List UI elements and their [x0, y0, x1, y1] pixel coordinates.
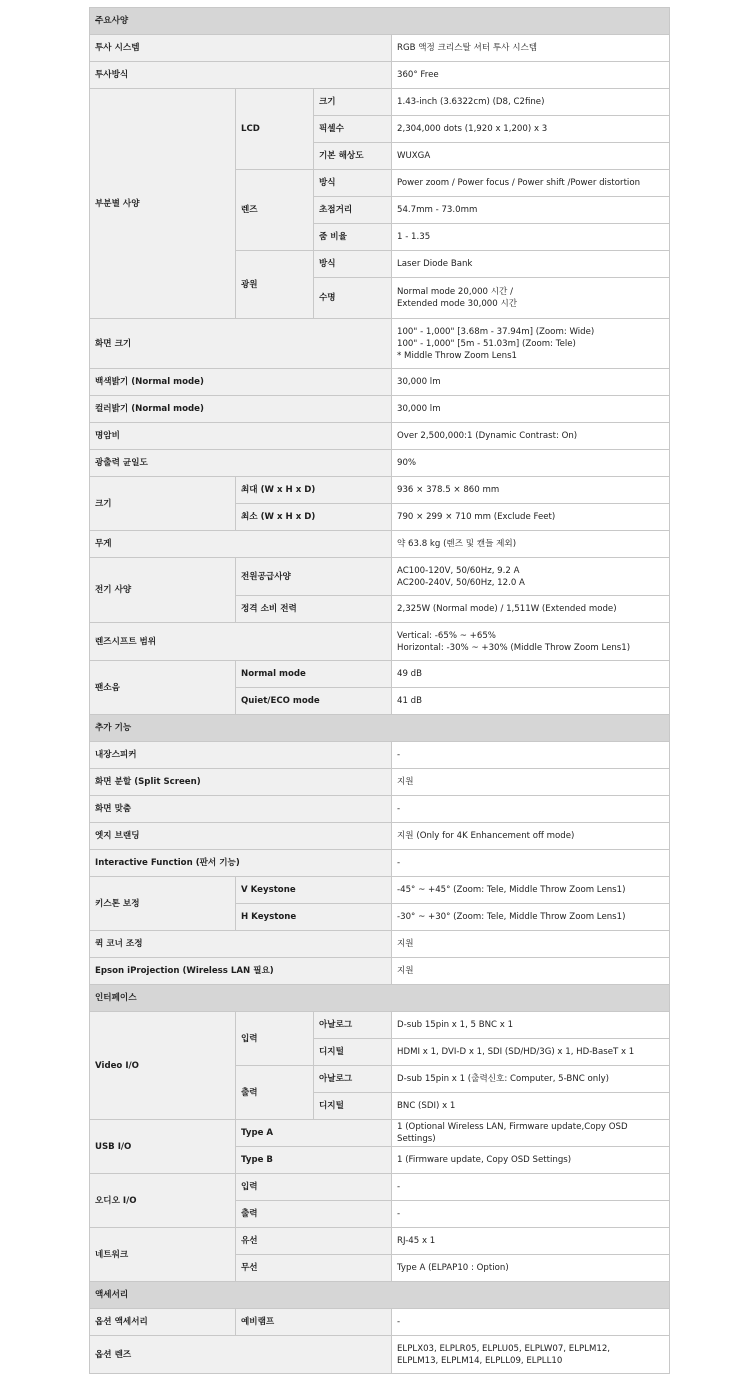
- group-label: 부분별 사양: [90, 89, 236, 319]
- row-value: HDMI x 1, DVI-D x 1, SDI (SD/HD/3G) x 1, HD-BaseT x 1: [392, 1039, 670, 1066]
- row-label: 출력: [236, 1201, 392, 1228]
- row-value: 지원: [392, 769, 670, 796]
- row-label: 디지털: [314, 1039, 392, 1066]
- row-label: 아날로그: [314, 1066, 392, 1093]
- row-label: 무선: [236, 1255, 392, 1282]
- row-value: -30° ~ +30° (Zoom: Tele, Middle Throw Zoom Lens1): [392, 904, 670, 931]
- row-label: Epson iProjection (Wireless LAN 필요): [90, 958, 392, 985]
- row-value: 지원: [392, 958, 670, 985]
- row-label: 입력: [236, 1174, 392, 1201]
- table-row: [90, 450, 670, 477]
- row-value: 1 (Firmware update, Copy OSD Settings): [392, 1147, 670, 1174]
- row-value: 2,325W (Normal mode) / 1,511W (Extended mode): [392, 596, 670, 623]
- row-label: 화면 맞춤: [90, 796, 392, 823]
- table-row: [90, 823, 670, 850]
- row-label: 전원공급사양: [236, 558, 392, 596]
- row-label: Type B: [236, 1147, 392, 1174]
- row-label: 백색밝기 (Normal mode): [90, 369, 392, 396]
- row-value: 1 - 1.35: [392, 224, 670, 251]
- row-value: -: [392, 1201, 670, 1228]
- group-label: USB I/O: [90, 1120, 236, 1174]
- table-row: [90, 742, 670, 769]
- row-value: 약 63.8 kg (렌즈 및 캔들 제외): [392, 531, 670, 558]
- table-row: [90, 1309, 670, 1336]
- row-value: 지원: [392, 931, 670, 958]
- row-value: -: [392, 1309, 670, 1336]
- row-value: D-sub 15pin x 1 (출력신호: Computer, 5-BNC only): [392, 1066, 670, 1093]
- table-row: [90, 1120, 670, 1147]
- row-sublabel: 예비램프: [236, 1309, 392, 1336]
- row-label: 화면 크기: [90, 319, 392, 369]
- row-value: 100" - 1,000" [3.68m - 37.94m] (Zoom: Wide) 100" - 1,000" [5m - 51.03m] (Zoom: Tele) * Middle Throw Zoom Lens1: [392, 319, 670, 369]
- table-row: [90, 477, 670, 504]
- row-label: 디지털: [314, 1093, 392, 1120]
- row-label: 정격 소비 전력: [236, 596, 392, 623]
- row-value: AC100-120V, 50/60Hz, 9.2 A AC200-240V, 50/60Hz, 12.0 A: [392, 558, 670, 596]
- row-value: -: [392, 742, 670, 769]
- row-label: 렌즈시프트 범위: [90, 623, 392, 661]
- row-label: 내장스피커: [90, 742, 392, 769]
- section-title: 주요사양: [90, 8, 670, 35]
- row-value: 49 dB: [392, 661, 670, 688]
- row-value: -: [392, 850, 670, 877]
- section-main-spec: [90, 8, 670, 35]
- row-label: Quiet/ECO mode: [236, 688, 392, 715]
- row-label: Normal mode: [236, 661, 392, 688]
- row-label: 최대 (W x H x D): [236, 477, 392, 504]
- row-value: Over 2,500,000:1 (Dynamic Contrast: On): [392, 423, 670, 450]
- row-value: 90%: [392, 450, 670, 477]
- table-row: [90, 1174, 670, 1201]
- group-label: 오디오 I/O: [90, 1174, 236, 1228]
- spec-table: [89, 7, 670, 1374]
- row-value: BNC (SDI) x 1: [392, 1093, 670, 1120]
- row-label: 광출력 균일도: [90, 450, 392, 477]
- row-value: 30,000 lm: [392, 396, 670, 423]
- subgroup-label: 입력: [236, 1012, 314, 1066]
- table-row: [90, 661, 670, 688]
- row-label: 옵션 렌즈: [90, 1336, 392, 1374]
- row-label: Type A: [236, 1120, 392, 1147]
- table-row: [90, 423, 670, 450]
- row-value: 2,304,000 dots (1,920 x 1,200) x 3: [392, 116, 670, 143]
- subgroup-label: 광원: [236, 251, 314, 319]
- row-label: 엣지 브랜딩: [90, 823, 392, 850]
- row-label: 최소 (W x H x D): [236, 504, 392, 531]
- subgroup-label: LCD: [236, 89, 314, 170]
- row-value: Type A (ELPAP10 : Option): [392, 1255, 670, 1282]
- row-value: WUXGA: [392, 143, 670, 170]
- row-label: 유선: [236, 1228, 392, 1255]
- row-value: 360° Free: [392, 62, 670, 89]
- table-row: [90, 319, 670, 369]
- table-row: [90, 35, 670, 62]
- row-value: -45° ~ +45° (Zoom: Tele, Middle Throw Zoom Lens1): [392, 877, 670, 904]
- row-value: 1 (Optional Wireless LAN, Firmware update,Copy OSD Settings): [392, 1120, 670, 1147]
- group-label: 전기 사양: [90, 558, 236, 623]
- row-value: Vertical: -65% ~ +65% Horizontal: -30% ~ +30% (Middle Throw Zoom Lens1): [392, 623, 670, 661]
- table-row: [90, 531, 670, 558]
- group-label: 네트워크: [90, 1228, 236, 1282]
- row-value: 54.7mm - 73.0mm: [392, 197, 670, 224]
- table-row: [90, 369, 670, 396]
- table-row: [90, 558, 670, 596]
- row-value: Laser Diode Bank: [392, 251, 670, 278]
- row-label: 픽셀수: [314, 116, 392, 143]
- row-value: 30,000 lm: [392, 369, 670, 396]
- row-value: 지원 (Only for 4K Enhancement off mode): [392, 823, 670, 850]
- row-value: 936 × 378.5 × 860 mm: [392, 477, 670, 504]
- subgroup-label: 렌즈: [236, 170, 314, 251]
- table-row: [90, 1228, 670, 1255]
- row-label: 방식: [314, 170, 392, 197]
- table-row: [90, 877, 670, 904]
- section-interface: [90, 985, 670, 1012]
- row-value: Power zoom / Power focus / Power shift /Power distortion: [392, 170, 670, 197]
- table-row: [90, 769, 670, 796]
- section-features: [90, 715, 670, 742]
- subgroup-label: 출력: [236, 1066, 314, 1120]
- row-label: Interactive Function (판서 기능): [90, 850, 392, 877]
- row-value: 790 × 299 × 710 mm (Exclude Feet): [392, 504, 670, 531]
- section-title: 액세서리: [90, 1282, 670, 1309]
- row-value: 1.43-inch (3.6322cm) (D8, C2fine): [392, 89, 670, 116]
- table-row: [90, 958, 670, 985]
- row-label: 명암비: [90, 423, 392, 450]
- row-label: 옵션 액세서리: [90, 1309, 236, 1336]
- table-row: [90, 931, 670, 958]
- row-value: RGB 액정 크리스탈 셔터 투사 시스템: [392, 35, 670, 62]
- table-row: [90, 796, 670, 823]
- row-label: 컬러밝기 (Normal mode): [90, 396, 392, 423]
- table-row: [90, 62, 670, 89]
- section-accessories: [90, 1282, 670, 1309]
- row-label: 무게: [90, 531, 392, 558]
- row-label: 줌 비율: [314, 224, 392, 251]
- table-row: [90, 623, 670, 661]
- row-label: 투사 시스템: [90, 35, 392, 62]
- row-label: 화면 분할 (Split Screen): [90, 769, 392, 796]
- table-row: [90, 396, 670, 423]
- group-label: 팬소음: [90, 661, 236, 715]
- row-value: -: [392, 1174, 670, 1201]
- table-row: [90, 1012, 670, 1039]
- row-label: V Keystone: [236, 877, 392, 904]
- table-row: [90, 1336, 670, 1374]
- row-value: D-sub 15pin x 1, 5 BNC x 1: [392, 1012, 670, 1039]
- row-value: 41 dB: [392, 688, 670, 715]
- row-label: 퀵 코너 조정: [90, 931, 392, 958]
- row-label: 기본 해상도: [314, 143, 392, 170]
- row-label: 아날로그: [314, 1012, 392, 1039]
- row-value: -: [392, 796, 670, 823]
- row-label: H Keystone: [236, 904, 392, 931]
- group-label: 키스톤 보정: [90, 877, 236, 931]
- group-label: 크기: [90, 477, 236, 531]
- table-row: [90, 850, 670, 877]
- row-value: RJ-45 x 1: [392, 1228, 670, 1255]
- section-title: 추가 기능: [90, 715, 670, 742]
- row-value: Normal mode 20,000 시간 / Extended mode 30,000 시간: [392, 278, 670, 319]
- row-label: 초점거리: [314, 197, 392, 224]
- row-label: 방식: [314, 251, 392, 278]
- group-label: Video I/O: [90, 1012, 236, 1120]
- table-row: [90, 89, 670, 116]
- row-label: 수명: [314, 278, 392, 319]
- row-label: 크기: [314, 89, 392, 116]
- row-value: ELPLX03, ELPLR05, ELPLU05, ELPLW07, ELPLM12, ELPLM13, ELPLM14, ELPLL09, ELPLL10: [392, 1336, 670, 1374]
- section-title: 인터페이스: [90, 985, 670, 1012]
- row-label: 투사방식: [90, 62, 392, 89]
